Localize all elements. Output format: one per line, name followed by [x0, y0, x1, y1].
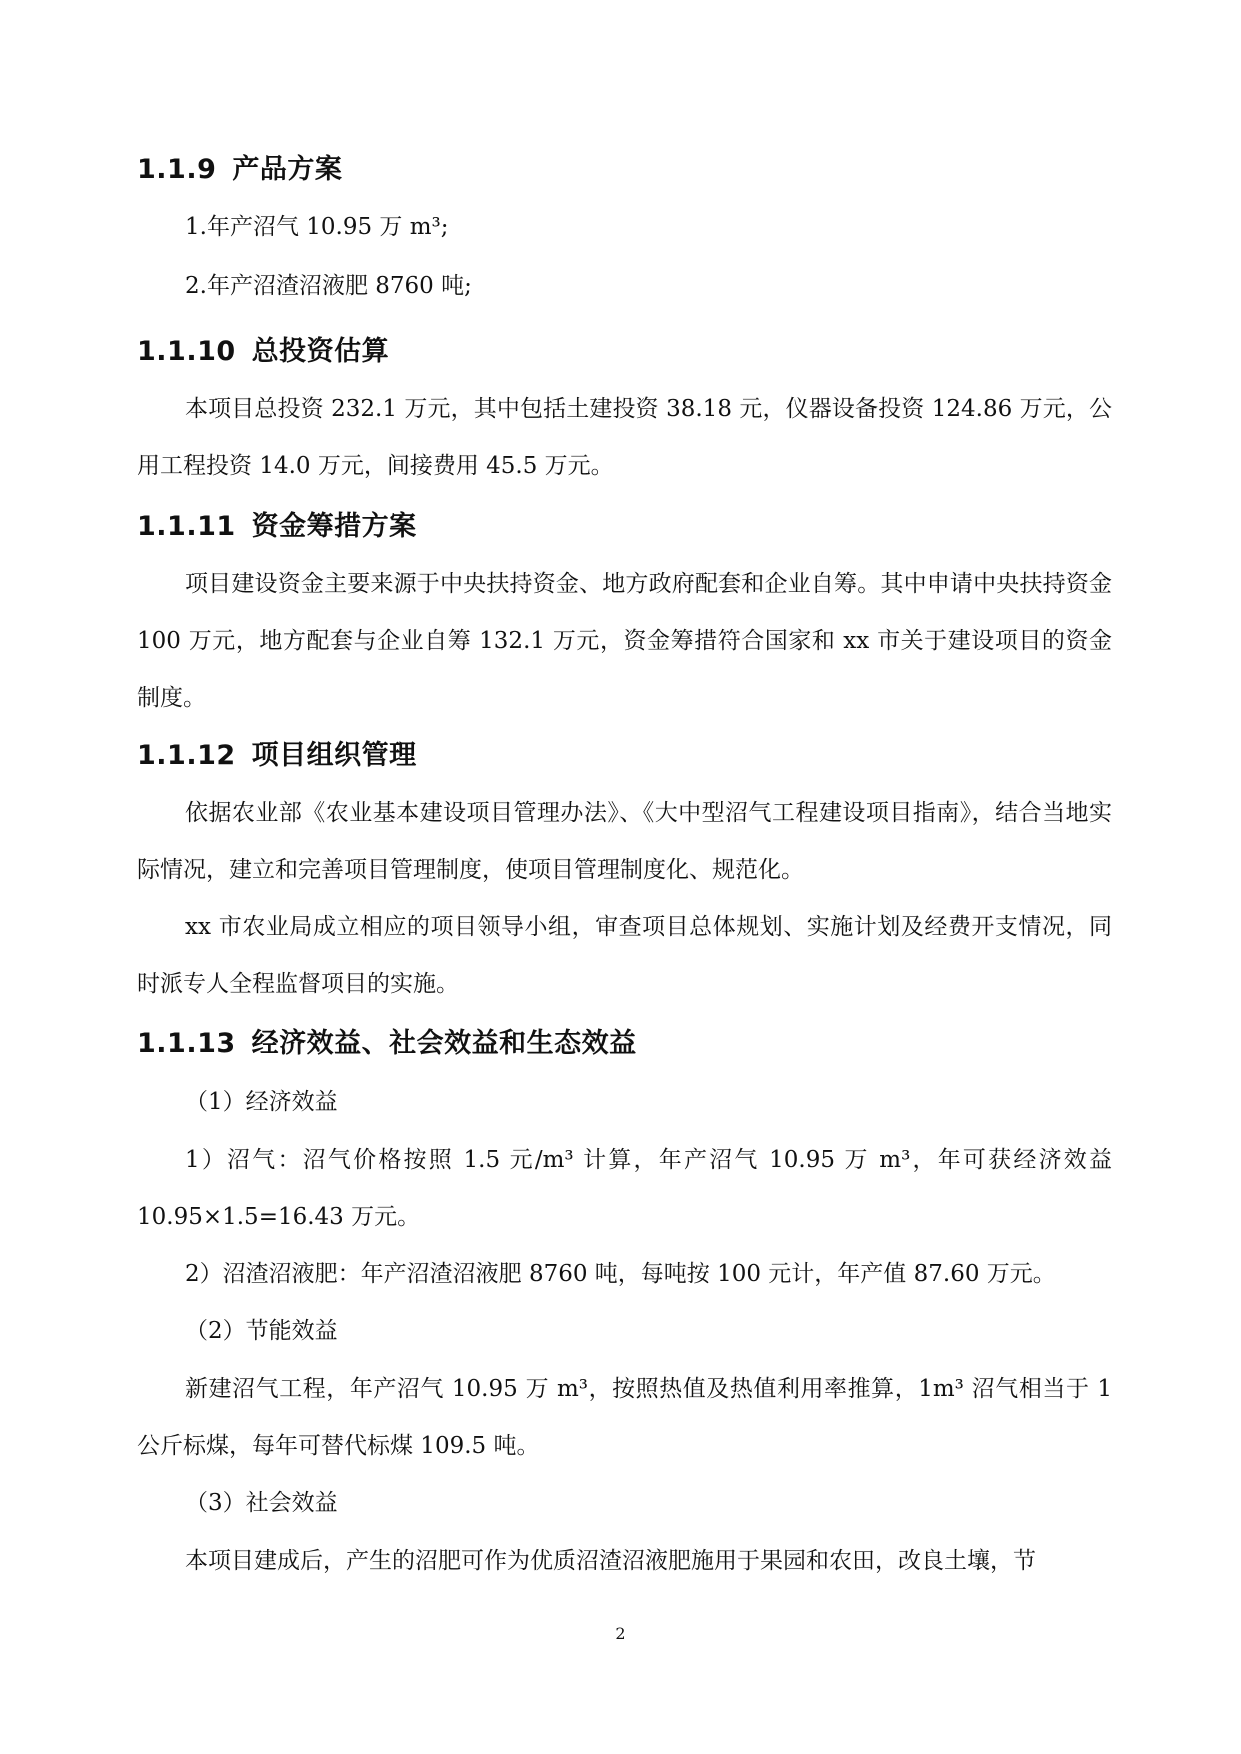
section-heading-1-1-10: 1.1.10 总投资估算 — [137, 336, 390, 367]
paragraph: 2.年产沼渣沼液肥 8760 吨; — [185, 273, 472, 299]
paragraph: 1）沼气：沼气价格按照 1.5 元/m³ 计算，年产沼气 10.95 万 m³，年可获经济效益 10.95×1.5=16.43 万元。 — [137, 1147, 1112, 1230]
section-heading-1-1-13: 1.1.13 经济效益、社会效益和生态效益 — [137, 1028, 637, 1059]
paragraph: 本项目建成后，产生的沼肥可作为优质沼渣沼液肥施用于果园和农田，改良土壤，节 — [185, 1548, 1036, 1574]
subheading: （1）经济效益 — [185, 1089, 338, 1115]
paragraph: xx 市农业局成立相应的项目领导小组，审查项目总体规划、实施计划及经费开支情况，同时派专人全程监督项目的实施。 — [137, 914, 1112, 997]
section-heading-1-1-9: 1.1.9 产品方案 — [137, 154, 343, 185]
paragraph: 2）沼渣沼液肥：年产沼渣沼液肥 8760 吨，每吨按 100 元计，年产值 87.60 万元。 — [185, 1261, 1056, 1287]
paragraph: 项目建设资金主要来源于中央扶持资金、地方政府配套和企业自筹。其中申请中央扶持资金 100 万元，地方配套与企业自筹 132.1 万元，资金筹措符合国家和 xx 市关于建设项目的资金制度。 — [137, 571, 1112, 711]
section-heading-1-1-12: 1.1.12 项目组织管理 — [137, 740, 417, 771]
section-heading-1-1-11: 1.1.11 资金筹措方案 — [137, 511, 417, 542]
subheading: （2）节能效益 — [185, 1318, 338, 1344]
paragraph: 依据农业部《农业基本建设项目管理办法》、《大中型沼气工程建设项目指南》，结合当地实际情况，建立和完善项目管理制度，使项目管理制度化、规范化。 — [137, 800, 1112, 883]
paragraph: 新建沼气工程，年产沼气 10.95 万 m³，按照热值及热值利用率推算，1m³ 沼气相当于 1 公斤标煤，每年可替代标煤 109.5 吨。 — [137, 1376, 1112, 1459]
page-number: 2 — [615, 1624, 626, 1643]
subheading: （3）社会效益 — [185, 1490, 338, 1516]
paragraph: 1.年产沼气 10.95 万 m³; — [185, 214, 449, 240]
paragraph: 本项目总投资 232.1 万元，其中包括土建投资 38.18 元，仪器设备投资 124.86 万元，公用工程投资 14.0 万元，间接费用 45.5 万元。 — [137, 396, 1112, 479]
